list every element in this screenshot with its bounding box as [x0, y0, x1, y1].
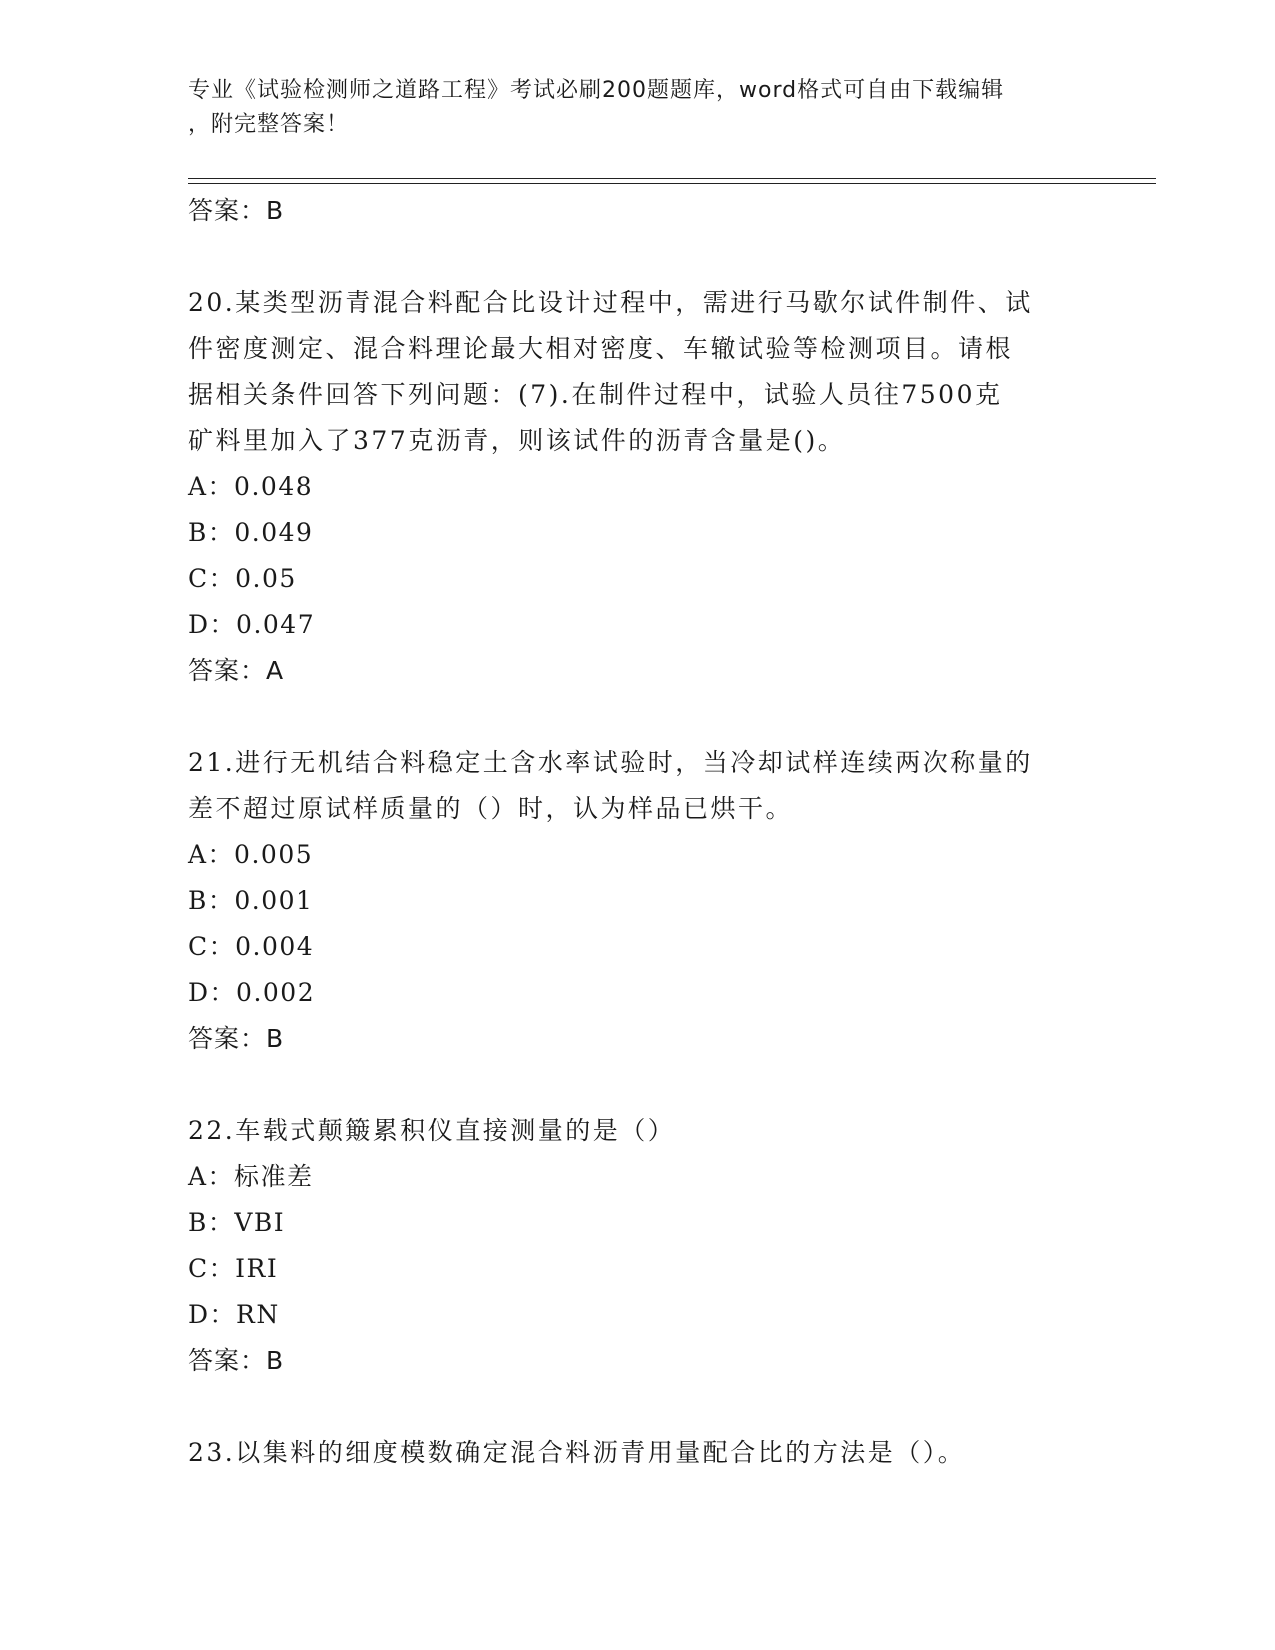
question-block	[188, 1108, 1088, 1384]
option-d: D：0.047	[188, 610, 316, 639]
header-line-1: 专业《试验检测师之道路工程》考试必刷200题题库，word格式可自由下载编辑	[188, 78, 1005, 103]
header-rule-upper	[188, 178, 1156, 179]
option-a: A：0.005	[188, 840, 314, 869]
spacer	[188, 1384, 1088, 1430]
answer-line: 答案：B	[188, 1024, 285, 1053]
question-stem-line: 差不超过原试样质量的（）时，认为样品已烘干。	[188, 794, 794, 823]
option-d: D：RN	[188, 1300, 280, 1329]
page-header	[188, 74, 1068, 142]
header-line-2: ，附完整答案！	[188, 112, 350, 137]
option-d: D：0.002	[188, 978, 316, 1007]
header-rule-lower	[188, 183, 1156, 184]
question-stem-line: 23.以集料的细度模数确定混合料沥青用量配合比的方法是（）。	[188, 1438, 966, 1467]
question-stem-line: 件密度测定、混合料理论最大相对密度、车辙试验等检测项目。请根	[188, 334, 1014, 363]
question-content	[188, 188, 1088, 1476]
spacer	[188, 234, 1088, 280]
option-a: A：0.048	[188, 472, 314, 501]
spacer	[188, 694, 1088, 740]
option-a: A：标准差	[188, 1162, 314, 1191]
question-stem-line: 矿料里加入了377克沥青，则该试件的沥青含量是()。	[188, 426, 846, 455]
question-stem-line: 22.车载式颠簸累积仪直接测量的是（）	[188, 1116, 676, 1145]
answer-line: 答案：B	[188, 1346, 285, 1375]
option-b: B：0.001	[188, 886, 314, 915]
question-block	[188, 280, 1088, 694]
question-stem-line: 21.进行无机结合料稳定土含水率试验时，当冷却试样连续两次称量的	[188, 748, 1033, 777]
question-block	[188, 740, 1088, 1062]
answer-line: 答案：B	[188, 196, 285, 225]
option-b: B：VBI	[188, 1208, 286, 1237]
question-block	[188, 1430, 1088, 1476]
answer-line: 答案：A	[188, 656, 285, 685]
option-c: C：0.05	[188, 564, 297, 593]
option-c: C：0.004	[188, 932, 315, 961]
spacer	[188, 1062, 1088, 1108]
option-b: B：0.049	[188, 518, 314, 547]
option-c: C：IRI	[188, 1254, 279, 1283]
question-stem-line: 据相关条件回答下列问题：(7).在制件过程中，试验人员往7500克	[188, 380, 1003, 409]
question-stem-line: 20.某类型沥青混合料配合比设计过程中，需进行马歇尔试件制件、试	[188, 288, 1033, 317]
